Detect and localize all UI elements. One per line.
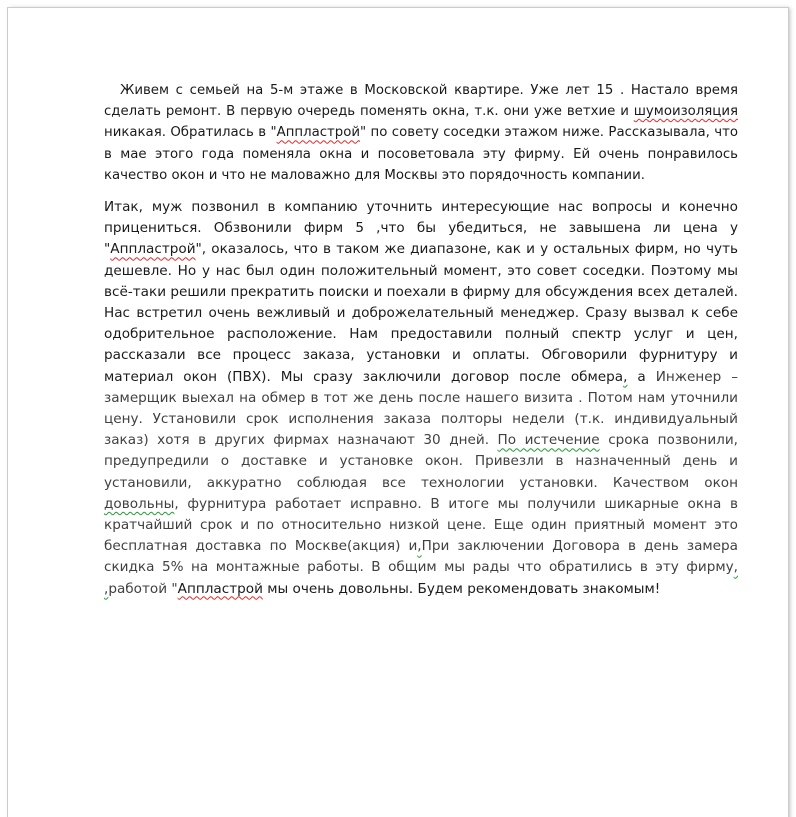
grammar-error-mark: , bbox=[104, 580, 109, 597]
text-run: При заключении Договора в день замера скидка 5% на монтажные работы. В общим мы рады что обратились в эту фирму bbox=[104, 538, 738, 576]
grammar-error-mark: , bbox=[417, 538, 422, 555]
text-run: никакая. Обратилась в " bbox=[104, 125, 277, 141]
document-body[interactable] bbox=[104, 80, 738, 600]
text-run: " по совету соседки этажом ниже. Рассказывала, что в мае этого года поменяла окна и посоветовала эту фирму. Ей очень понравилось качество окон и что не маловажно для Москвы это порядочность компании. bbox=[104, 125, 738, 183]
text-run: работой " bbox=[108, 580, 178, 597]
text-run: срока позвонили, предупредили о доставке и установке окон. Привезли в назначенный день и установили, аккуратно соблюдая все технологии установки. Качеством окон bbox=[104, 432, 738, 491]
grammar-error-mark: , bbox=[733, 559, 738, 576]
spelling-error-word: Аппластрой bbox=[276, 125, 360, 141]
text-run: ", оказалось, что в таком же диапазоне, как и у остальных фирм, но чуть дешевле. Но у нас был один положительный момент, это совет соседки. Поэтому мы всё-таки решили прекратить поиски и поехали в фирму для обсуждения всех деталей. Нас встретил очень вежливый и доброжелательный менеджер. Сразу вызвал к себе одобрительное расположение. Нам предоставили полный спектр услуг и цен, рассказали все процесс заказа, установки и оплаты. Обговорили фурнитуру и материал окон (ПВХ). Мы сразу заключили договор после обмера bbox=[104, 241, 738, 385]
grammar-error-mark: По истечение bbox=[497, 432, 600, 449]
text-run: Итак, муж позвонил в компанию уточнить интересующие нас вопросы и конечно прицениться. Обзвонили фирм 5 ,что бы убедиться, не завышена ли цена у " bbox=[104, 199, 738, 258]
text-run: Живем с семьей на 5-м этаже в Московской квартире. Уже лет 15 . Настало время сделать ремонт. В первую очередь поменять окна, т.к. они уже ветхие и bbox=[104, 83, 738, 120]
grammar-error-mark: , bbox=[623, 368, 628, 385]
text-run: мы очень довольны. Будем рекомендовать знакомым! bbox=[262, 580, 661, 597]
document-page[interactable] bbox=[8, 8, 788, 817]
paragraph-2[interactable] bbox=[104, 197, 738, 600]
text-run: , фурнитура работает исправно. В итоге мы получили шикарные окна в кратчайший срок и по относительно низкой цене. Еще один приятный момент это бесплатная доставка по Москве(акция) и bbox=[104, 495, 738, 555]
text-run: Инженер – замерщик выехал на обмер в тот же день после нашего визита . Потом нам уточнили цену. Установили срок исполнения заказа полторы недели (т.к. индивидуальный заказ) хотя в других фирмах назначают 30 дней. bbox=[104, 368, 738, 449]
spelling-error-word: шумоизоляция bbox=[633, 104, 738, 120]
paragraph-1[interactable] bbox=[104, 80, 738, 186]
spelling-error-word: Аппластрой bbox=[110, 241, 196, 258]
spelling-error-word: Аппластрой bbox=[177, 580, 263, 597]
text-run: а bbox=[627, 368, 656, 385]
grammar-error-mark: довольны bbox=[104, 495, 175, 512]
